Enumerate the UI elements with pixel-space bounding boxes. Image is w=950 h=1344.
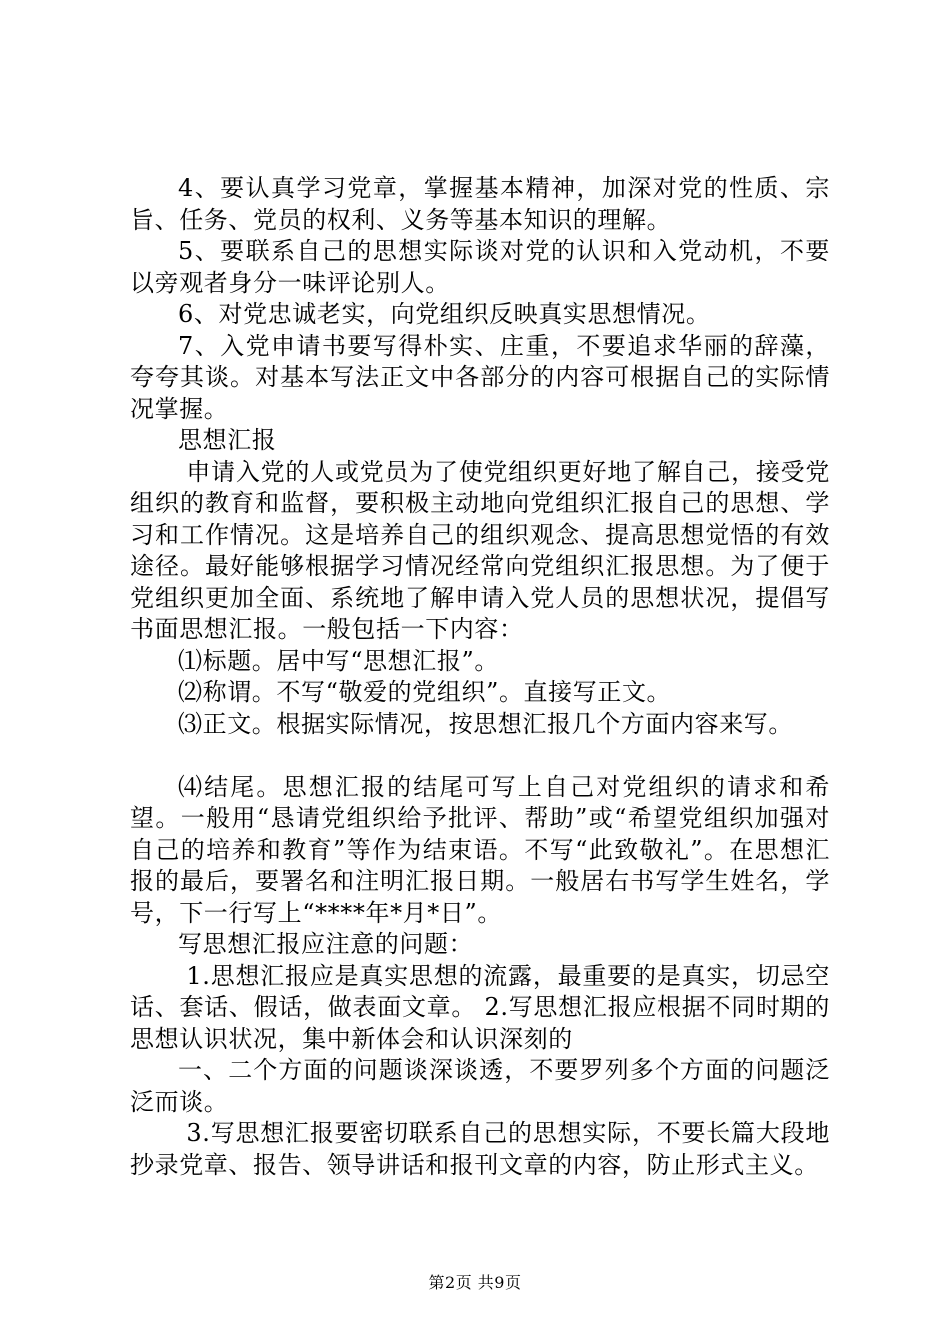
- paragraph-note-2-cont: 一、二个方面的问题谈深谈透，不要罗列多个方面的问题泛泛而谈。: [130, 1056, 830, 1116]
- list-item-salutation: ⑵称谓。不写“敬爱的党组织”。直接写正文。: [178, 678, 672, 706]
- subsection-heading: 写思想汇报应注意的问题：: [178, 930, 474, 958]
- list-item-title: ⑴标题。居中写“思想汇报”。: [178, 646, 499, 675]
- page-number-footer: 第2页 共9页: [428, 1273, 522, 1292]
- document-body: [130, 173, 830, 1181]
- paragraph-rule-4: 4、要认真学习党章，掌握基本精神，加深对党的性质、宗旨、任务、党员的权利、义务等基本知识的理解。: [130, 174, 830, 234]
- paragraph-rule-7: 7、入党申请书要写得朴实、庄重，不要追求华丽的辞藻，夸夸其谈。对基本写法正文中各部分的内容可根据自己的实际情况掌握。: [130, 331, 830, 423]
- list-item-body: ⑶正文。根据实际情况，按思想汇报几个方面内容来写。: [178, 709, 793, 738]
- paragraph-note-1-2: 1.思想汇报应是真实思想的流露，最重要的是真实，切忌空话、套话、假话，做表面文章。 2.写思想汇报应根据不同时期的思想认识状况，集中新体会和认识深刻的: [130, 961, 830, 1053]
- paragraph-rule-6: 6、对党忠诚老实，向党组织反映真实思想情况。: [178, 300, 711, 328]
- paragraph-spacer: [130, 740, 830, 772]
- paragraph-rule-5: 5、要联系自己的思想实际谈对党的认识和入党动机，不要以旁观者身分一味评论别人。: [130, 237, 830, 297]
- list-item-ending: ⑷结尾。思想汇报的结尾可写上自己对党组织的请求和希望。一般用“恳请党组织给予批评、帮助”或“希望党组织加强对自己的培养和教育”等作为结束语。不写“此致敬礼”。在思想汇报的最后，要署名和注明汇报日期。一般居右书写学生姓名，学号，下一行写上“****年*月*日”。: [130, 772, 830, 927]
- paragraph-note-3: 3.写思想汇报要密切联系自己的思想实际，不要长篇大段地抄录党章、报告、领导讲话和报刊文章的内容，防止形式主义。: [130, 1119, 830, 1179]
- paragraph-intro: 申请入党的人或党员为了使党组织更好地了解自己，接受党组织的教育和监督，要积极主动地向党组织汇报自己的思想、学习和工作情况。这是培养自己的组织观念、提高思想觉悟的有效途径。最好能够根据学习情况经常向党组织汇报思想。为了便于党组织更加全面、系统地了解申请入党人员的思想状况，提倡写书面思想汇报。一般包括一下内容：: [130, 457, 830, 643]
- section-heading: 思想汇报: [178, 426, 277, 454]
